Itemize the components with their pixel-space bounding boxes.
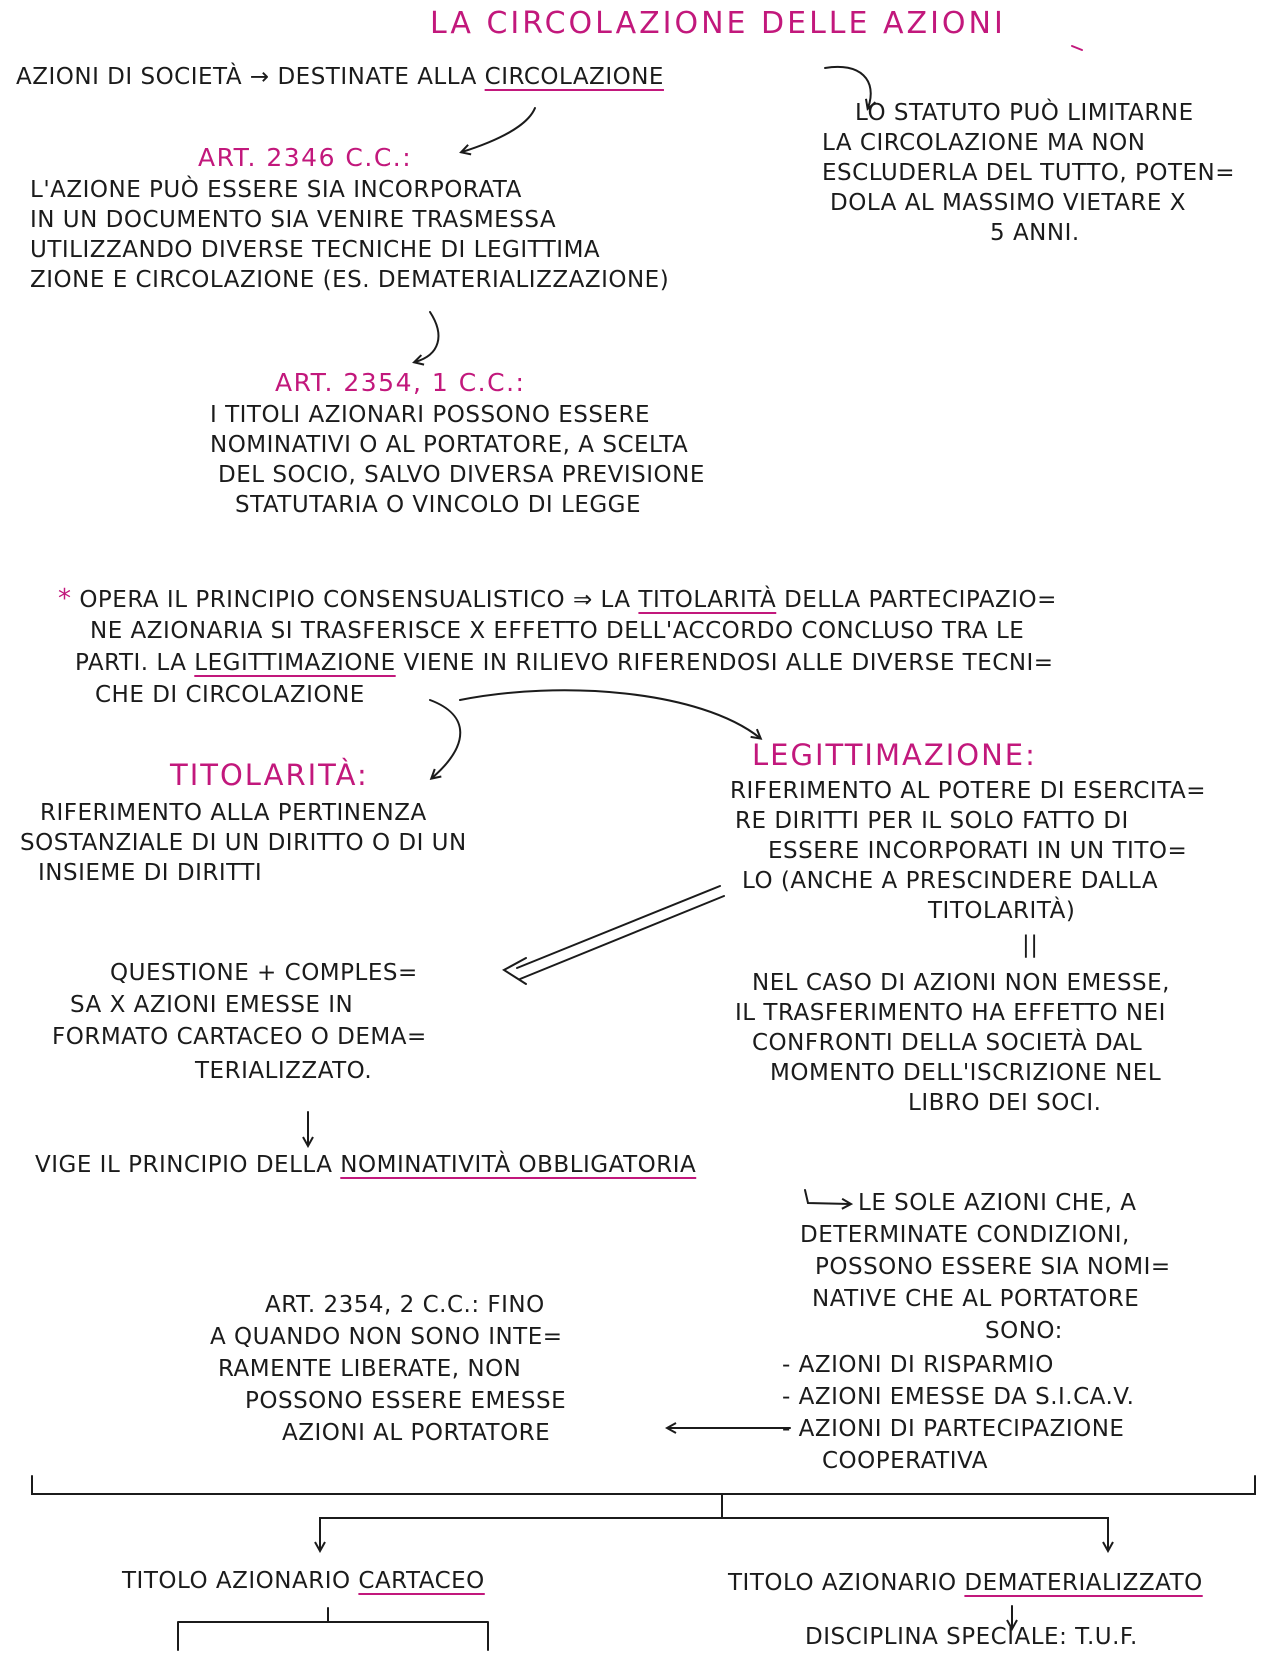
chevron-questione: [504, 958, 526, 984]
non-emesse-line-1: IL TRASFERIMENTO HA EFFETTO NEI: [735, 1000, 1166, 1026]
statuto-line-1: LA CIRCOLAZIONE MA NON: [822, 130, 1146, 156]
sole-azioni-line-1: DETERMINATE CONDIZIONI,: [800, 1222, 1130, 1248]
sole-azioni-item-2: - AZIONI DI PARTECIPAZIONE: [782, 1416, 1125, 1442]
questione-line-0: QUESTIONE + COMPLES=: [110, 960, 418, 986]
sole-azioni-line-3: NATIVE CHE AL PORTATORE: [812, 1286, 1140, 1312]
titolarita-heading-text: TITOLARITÀ: [170, 758, 357, 792]
art2354-2-line-4: AZIONI AL PORTATORE: [282, 1420, 551, 1446]
art2354-2-line-0: ART. 2354, 2 C.C.: FINO: [265, 1292, 545, 1318]
cartaceo-label: [122, 1566, 485, 1596]
principio-l3-a: PARTI. LA: [75, 650, 187, 676]
principio-line-0: [58, 584, 1057, 615]
sole-azioni-line-0: LE SOLE AZIONI CHE, A: [858, 1190, 1137, 1216]
dematerializzato-label: [728, 1568, 1203, 1598]
art2354-1-line-2: DEL SOCIO, SALVO DIVERSA PREVISIONE: [218, 462, 705, 488]
principio-line-1: NE AZIONARIA SI TRASFERISCE X EFFETTO DELL'ACCORDO CONCLUSO TRA LE: [90, 618, 1025, 644]
dematerializzato-prefix: TITOLO AZIONARIO: [728, 1570, 957, 1596]
cartaceo-prefix: TITOLO AZIONARIO: [122, 1568, 351, 1594]
disciplina-speciale: DISCIPLINA SPECIALE: T.U.F.: [805, 1624, 1138, 1650]
legittimazione-line-2: ESSERE INCORPORATI IN UN TITO=: [768, 838, 1188, 864]
equals-sign: ||: [1022, 932, 1039, 958]
arrow-to-art2346: [462, 108, 535, 152]
statuto-line-2: ESCLUDERLA DEL TUTTO, POTEN=: [822, 160, 1236, 186]
intro-middle: DESTINATE ALLA: [277, 64, 477, 90]
principio-line-2: [75, 648, 1054, 678]
legittimazione-heading: [752, 740, 1037, 770]
nominativita-prefix: VIGE IL PRINCIPIO DELLA: [35, 1152, 333, 1178]
nominativita-line: [35, 1150, 696, 1180]
principio-legittimazione: LEGITTIMAZIONE: [194, 650, 396, 676]
statuto-line-0: LO STATUTO PUÒ LIMITARNE: [855, 100, 1194, 126]
questione-line-1: SA X AZIONI EMESSE IN: [70, 992, 354, 1018]
questione-line-2: FORMATO CARTACEO O DEMA=: [52, 1024, 427, 1050]
titolarita-heading: [170, 760, 369, 790]
titolarita-line-2: INSIEME DI DIRITTI: [38, 860, 263, 886]
intro-circolazione: CIRCOLAZIONE: [484, 64, 664, 90]
art2346-heading: ART. 2346 C.C.:: [198, 143, 413, 172]
intro-prefix: AZIONI DI SOCIETÀ: [16, 64, 243, 90]
intro-line: [16, 62, 664, 92]
bracket-main: [32, 1476, 1255, 1494]
cartaceo-split: [178, 1608, 488, 1650]
arrow-to-titolarita: [430, 700, 460, 778]
legittimazione-line-0: RIFERIMENTO AL POTERE DI ESERCITA=: [730, 778, 1206, 804]
principio-l3-b: VIENE IN RILIEVO RIFERENDOSI ALLE DIVERSE TECNI=: [403, 650, 1054, 676]
legittimazione-line-1: RE DIRITTI PER IL SOLO FATTO DI: [735, 808, 1129, 834]
sole-azioni-item-1: - AZIONI EMESSE DA S.I.CA.V.: [782, 1384, 1135, 1410]
branch-cartaceo: [320, 1518, 722, 1550]
principio-titolarita: TITOLARITÀ: [638, 587, 777, 613]
intro-arrow: →: [249, 64, 270, 90]
art2346-line-3: ZIONE E CIRCOLAZIONE (ES. DEMATERIALIZZAZIONE): [30, 267, 670, 293]
branch-dematerializzato: [722, 1518, 1108, 1550]
sole-azioni-line-4: SONO:: [985, 1318, 1063, 1344]
arrow-to-legittimazione: [460, 690, 760, 738]
art2354-1-line-1: NOMINATIVI O AL PORTATORE, A SCELTA: [210, 432, 689, 458]
non-emesse-line-4: LIBRO DEI SOCI.: [908, 1090, 1102, 1116]
art2354-1-heading: ART. 2354, 1 C.C.:: [275, 368, 526, 397]
double-line-a: [517, 886, 720, 968]
arrow-to-art2354-1: [415, 312, 438, 362]
legittimazione-line-3: LO (ANCHE A PRESCINDERE DALLA: [742, 868, 1159, 894]
principio-line-3: CHE DI CIRCOLAZIONE: [95, 682, 365, 708]
page-title: LA CIRCOLAZIONE DELLE AZIONI: [430, 6, 1006, 41]
asterisk-icon: *: [58, 584, 72, 614]
double-line-b: [520, 896, 724, 979]
art2354-2-line-3: POSSONO ESSERE EMESSE: [245, 1388, 567, 1414]
art2354-1-line-3: STATUTARIA O VINCOLO DI LEGGE: [235, 492, 642, 518]
titolarita-line-0: RIFERIMENTO ALLA PERTINENZA: [40, 800, 427, 826]
art2346-line-1: IN UN DOCUMENTO SIA VENIRE TRASMESSA: [30, 207, 557, 233]
questione-line-3: TERIALIZZATO.: [195, 1058, 373, 1084]
art2346-line-2: UTILIZZANDO DIVERSE TECNICHE DI LEGITTIMA: [30, 237, 601, 263]
legittimazione-line-4: TITOLARITÀ): [928, 898, 1076, 924]
non-emesse-line-3: MOMENTO DELL'ISCRIZIONE NEL: [770, 1060, 1162, 1086]
statuto-line-4: 5 ANNI.: [990, 220, 1080, 246]
stray-mark: [1072, 46, 1082, 50]
dematerializzato-underlined: DEMATERIALIZZATO: [964, 1570, 1203, 1596]
principio-l1-b: DELLA PARTECIPAZIO=: [784, 587, 1057, 613]
arrow-to-sole-azioni: [805, 1190, 850, 1204]
nominativita-underlined: NOMINATIVITÀ OBBLIGATORIA: [340, 1152, 697, 1178]
titolarita-line-1: SOSTANZIALE DI UN DIRITTO O DI UN: [20, 830, 467, 856]
principio-l1-a: OPERA IL PRINCIPIO CONSENSUALISTICO ⇒ LA: [79, 587, 631, 613]
sole-azioni-item-3: COOPERATIVA: [822, 1448, 988, 1474]
art2354-2-line-2: RAMENTE LIBERATE, NON: [218, 1356, 522, 1382]
art2354-1-line-0: I TITOLI AZIONARI POSSONO ESSERE: [210, 402, 651, 428]
legittimazione-heading-text: LEGITTIMAZIONE: [752, 738, 1026, 772]
sole-azioni-item-0: - AZIONI DI RISPARMIO: [782, 1352, 1054, 1378]
cartaceo-underlined: CARTACEO: [358, 1568, 485, 1594]
art2354-2-line-1: A QUANDO NON SONO INTE=: [210, 1324, 563, 1350]
statuto-line-3: DOLA AL MASSIMO VIETARE X: [830, 190, 1187, 216]
non-emesse-line-0: NEL CASO DI AZIONI NON EMESSE,: [752, 970, 1170, 996]
art2346-line-0: L'AZIONE PUÒ ESSERE SIA INCORPORATA: [30, 177, 522, 203]
titolarita-colon: :: [356, 758, 369, 792]
sole-azioni-line-2: POSSONO ESSERE SIA NOMI=: [815, 1254, 1171, 1280]
non-emesse-line-2: CONFRONTI DELLA SOCIETÀ DAL: [752, 1030, 1143, 1056]
legittimazione-colon: :: [1025, 738, 1037, 772]
